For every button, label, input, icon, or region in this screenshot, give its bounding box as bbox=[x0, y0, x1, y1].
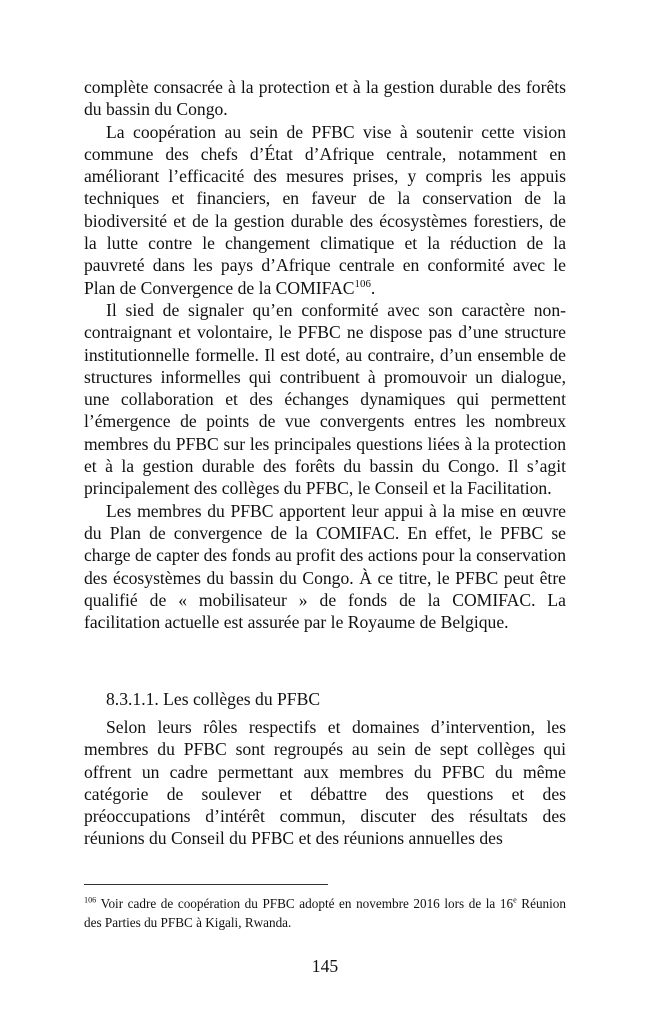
paragraph-members: Les membres du PFBC apportent leur appui à la mise en œuvre du Plan de convergence de la COMIFAC. En effet, le PFBC se charge de capter des fonds au profit des actions pour la conservation des écosystèmes du bassin du Congo. À ce titre, le PFBC peut être qualifié de « mobilisateur » de fonds de la COMIFAC. La facilitation actuelle est assurée par le Royaume de Belgique. bbox=[84, 500, 566, 633]
footnote-text-start: Voir cadre de coopération du PFBC adopté en novembre 2016 lors de la 16 bbox=[96, 896, 514, 911]
page-number: 145 bbox=[311, 956, 339, 976]
paragraph-cooperation-text: La coopération au sein de PFBC vise à soutenir cette vision commune des chefs d’État d’Afrique centrale, notamment en améliorant l’efficacité des mesures prises, y compris les appuis techniques et financiers, en faveur de la conservation de la biodiversité et de la gestion durable des écosystèmes forestiers, de la lutte contre le changement climatique et la réduction de la pauvreté dans les pays d’Afrique centrale en conformité avec le Plan de Convergence de la COMIFAC bbox=[84, 121, 566, 298]
footnote-reference[interactable]: 106 bbox=[354, 277, 371, 290]
paragraph-cooperation bbox=[84, 121, 566, 299]
section-paragraph: Selon leurs rôles respectifs et domaines d’intervention, les membres du PFBC sont regroupés au sein de sept collèges qui offrent un cadre permettant aux membres du PFBC du même catégorie de soulever et débattre des questions et des préoccupations d’intérêt commun, discuter des résultats des réunions du Conseil du PFBC et des réunions annuelles des bbox=[84, 717, 566, 849]
footnote-divider bbox=[84, 884, 328, 885]
section-heading: 8.3.1.1. Les collèges du PFBC bbox=[106, 689, 321, 709]
paragraph-cooperation-end: . bbox=[370, 277, 376, 298]
footnote-text-end: Réunion des Parties du PFBC à Kigali, Rwanda. bbox=[84, 896, 566, 930]
footnote-number: 106 bbox=[84, 895, 97, 905]
paragraph-structure: Il sied de signaler qu’en conformité avec son caractère non-contraignant et volontaire, le PFBC ne dispose pas d’une structure institutionnelle formelle. Il est doté, au contraire, d’un ensemble de structures informelles qui contribuent à promouvoir un dialogue, une collaboration et des échanges dynamiques qui permettent l’émergence de points de vue convergents entres les nombreux membres du PFBC sur les principales questions liées à la protection et à la gestion durable des forêts du bassin du Congo. Il s’agit principalement des collèges du PFBC, le Conseil et la Facilitation. bbox=[84, 299, 566, 499]
section-body bbox=[84, 716, 566, 850]
paragraph-continuation: complète consacrée à la protection et à la gestion durable des forêts du bassin du Congo. bbox=[84, 77, 566, 120]
body-text bbox=[84, 76, 566, 633]
footnote bbox=[84, 894, 566, 932]
footnote-ordinal-suffix: e bbox=[513, 895, 517, 905]
